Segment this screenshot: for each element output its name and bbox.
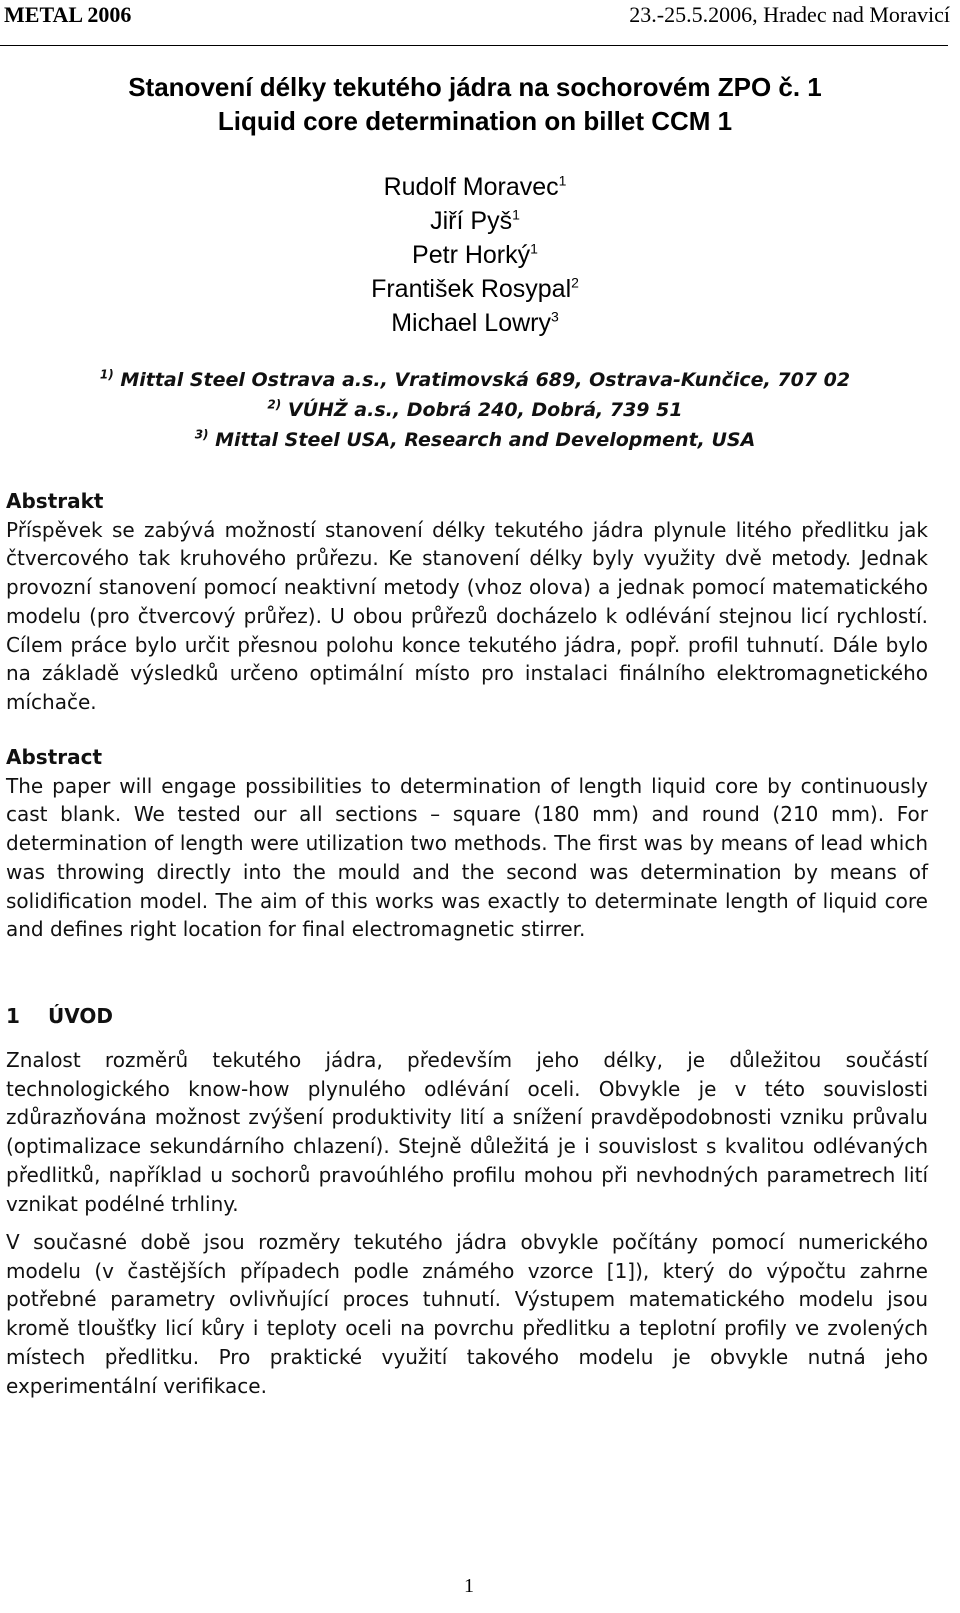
conference-date-place: 23.-25.5.2006, Hradec nad Moravicí: [629, 2, 950, 27]
affiliation-list: [0, 365, 950, 455]
author: Jiří Pyš$^1$: [430, 206, 520, 235]
page-number: 1: [464, 1575, 474, 1597]
author: Petr Horký$^1$: [412, 240, 538, 269]
abstract-english: [6, 743, 928, 944]
section-heading-uvod: [6, 1004, 113, 1028]
body-paragraph: V současné době jsou rozměry tekutého jádra obvykle počítány pomocí numerického modelu (v častějších případech podle známého vzorce [1]), který do výpočtu zahrne potřebné parametry ovlivňující proces tuhnutí. Výstupem matematického modelu jsou kromě tloušťky licí kůry i teploty oceli na povrchu předlitku a teplotní profily ve zvolených místech předlitku. Pro praktické využití takového modelu je obvykle nutná jeho experimentální verifikace.: [6, 1230, 928, 1398]
affiliation: $^{3)}$ Mittal Steel USA, Research and Development, USA: [194, 427, 756, 451]
abstract-czech: [6, 487, 928, 717]
author-list: [0, 170, 950, 340]
affiliation: $^{1)}$ Mittal Steel Ostrava a.s., Vratimovská 689, Ostrava-Kunčice, 707 02: [99, 367, 851, 391]
body-paragraph: Znalost rozměrů tekutého jádra, především jeho délky, je důležitou součástí technologického know-how plynulého odlévání oceli. Obvykle je v této souvislosti zdůrazňována možnost zvýšení produktivity lití a snížení pravděpodobnosti vzniku průvalu (optimalizace sekundárního chlazení). Stejně důležitá je i souvislost s kvalitou odlévaných předlitků, například u sochorů pravoúhlého profilu mohou při nevhodných parametrech lití vznikat podélné trhliny.: [6, 1048, 928, 1216]
abstract-english-heading: Abstract: [6, 745, 103, 769]
abstract-czech-heading: Abstrakt: [6, 489, 104, 513]
affiliation: $^{2)}$ VÚHŽ a.s., Dobrá 240, Dobrá, 739 51: [267, 397, 683, 421]
author: František Rosypal$^2$: [371, 274, 579, 303]
abstract-czech-text: Příspěvek se zabývá možností stanovení délky tekutého jádra plynule litého předlitku jak čtvercového tak kruhového průřezu. Ke stanovení délky byly využity dvě metody. Jednak provozní stanovení pomocí neaktivní metody (vhoz olova) a jednak pomocí matematického modelu (pro čtvercový průřez). U obou průřezů docházelo k odlévání stejnou licí rychlostí. Cílem práce bylo určit přesnou polohu konce tekutého jádra, popř. profil tuhnutí. Dále bylo na základě výsledků určeno optimální místo pro instalaci finálního elektromagnetického míchače.: [6, 517, 928, 714]
section-number: 1: [6, 1004, 20, 1028]
section-title: ÚVOD: [48, 1004, 113, 1028]
author: Rudolf Moravec$^1$: [383, 172, 567, 201]
paper-title: [0, 70, 950, 138]
header-rule: [0, 45, 948, 46]
abstract-english-text: The paper will engage possibilities to determination of length liquid core by continuously cast blank. We tested our all sections – square (180 mm) and round (210 mm). For determination of length were utilization two methods. The first was by means of lead which was throwing directly into the mould and the second was determination by means of solidification model. The aim of this works was exactly to determinate length of liquid core and defines right location for final electromagnetic stirrer.: [6, 773, 928, 942]
author: Michael Lowry$^3$: [391, 308, 559, 337]
title-czech: Stanovení délky tekutého jádra na sochorovém ZPO č. 1: [128, 72, 822, 102]
conference-name: METAL 2006: [4, 2, 132, 27]
title-english: Liquid core determination on billet CCM 1: [217, 106, 733, 136]
running-header: [0, 0, 960, 36]
